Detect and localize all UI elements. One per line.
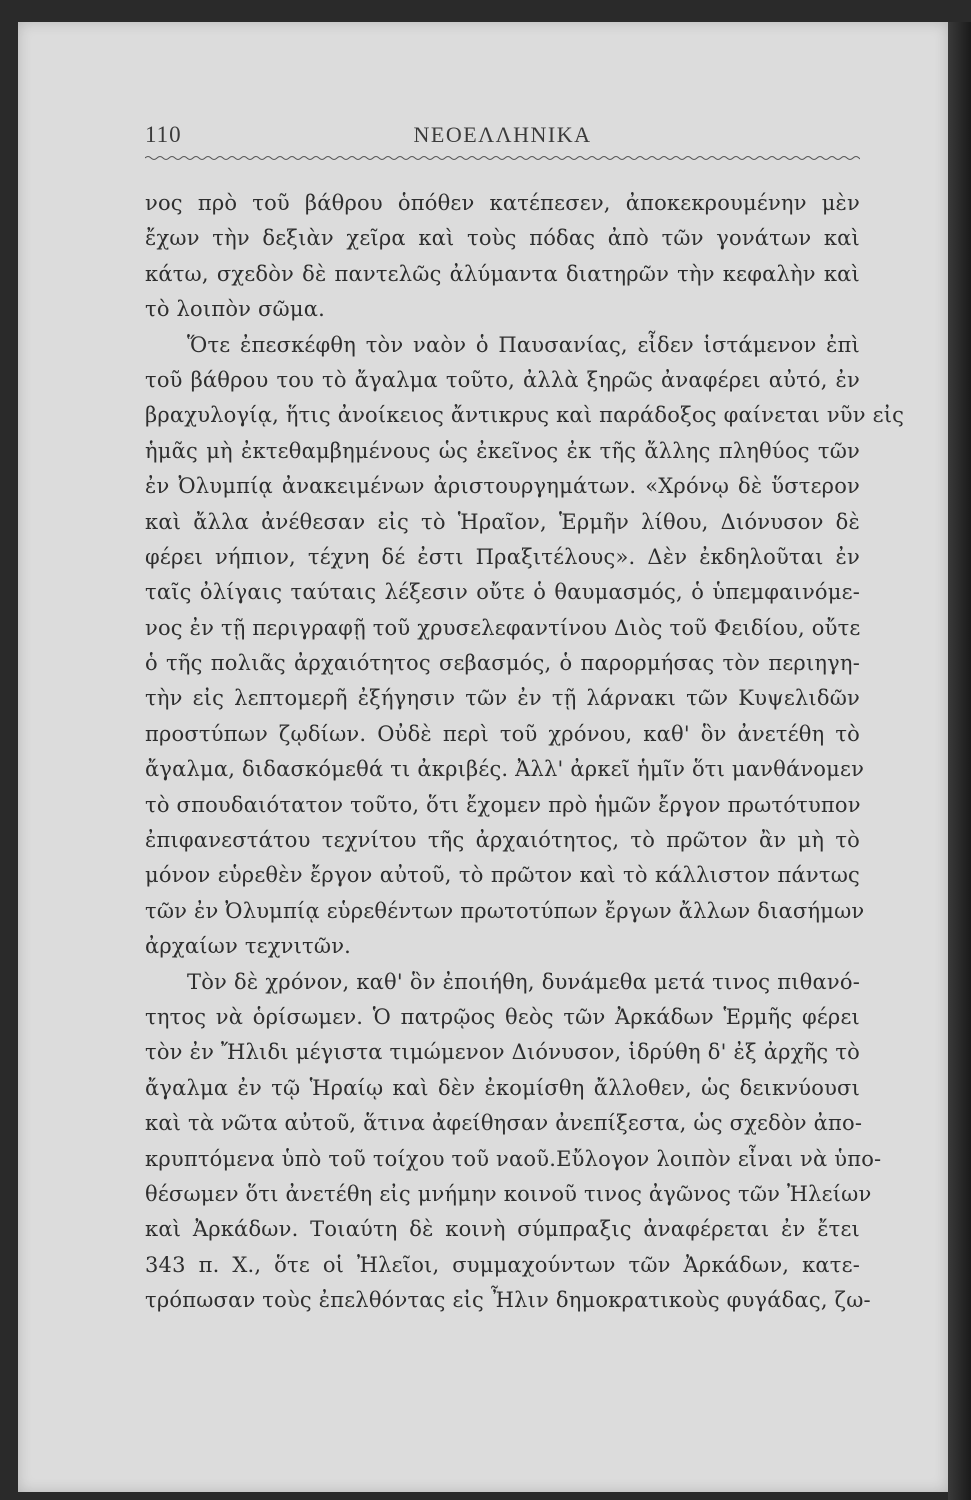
text-line: ἐν Ὀλυμπίᾳ ἀνακειμένων ἀριστουργημάτων. «Χρόνῳ δὲ ὕστερον xyxy=(145,474,860,499)
text-line: κάτω, σχεδὸν δὲ παντελῶς ἀλύμαντα διατηρῶν τὴν κεφαλὴν καὶ xyxy=(145,261,860,286)
body-text xyxy=(145,186,905,1319)
text-line: τὸν ἐν Ἤλιδι μέγιστα τιμώμενον Διόνυσον, ἱδρύθη δ' ἐξ ἀρχῆς τὸ xyxy=(145,1040,860,1065)
text-line: καὶ Ἀρκάδων. Τοιαύτη δὲ κοινὴ σύμπραξις ἀναφέρεται ἐν ἔτει xyxy=(145,1217,860,1242)
text-line: Ὅτε ἐπεσκέφθη τὸν ναὸν ὁ Παυσανίας, εἶδεν ἱστάμενον ἐπὶ xyxy=(187,332,860,357)
text-line: ὁ τῆς πολιᾶς ἀρχαιότητος σεβασμός, ὁ παρορμήσας τὸν περιηγη- xyxy=(145,651,860,676)
text-line: ἔχων τὴν δεξιὰν χεῖρα καὶ τοὺς πόδας ἀπὸ τῶν γονάτων καὶ xyxy=(145,226,860,251)
text-line: μόνον εὑρεθὲν ἔργον αὐτοῦ, τὸ πρῶτον καὶ τὸ κάλλιστον πάντως xyxy=(145,863,860,888)
text-line: καὶ ἄλλα ἀνέθεσαν εἰς τὸ Ἡραῖον, Ἑρμῆν λίθου, Διόνυσον δὲ xyxy=(145,509,860,534)
text-line: νος πρὸ τοῦ βάθρου ὁπόθεν κατέπεσεν, ἀποκεκρουμένην μὲν xyxy=(145,191,860,215)
text-line: φέρει νήπιον, τέχνη δέ ἐστι Πραξιτέλους». Δὲν ἐκδηλοῦται ἐν xyxy=(145,544,860,569)
running-title: ΝΕΟΕΛΛΗΝΙΚΑ xyxy=(413,122,592,147)
text-line: κρυπτόμενα ὑπὸ τοῦ τοίχου τοῦ ναοῦ.Εὔλογον λοιπὸν εἶναι νὰ ὑπο- xyxy=(145,1146,882,1171)
text-line: ἡμᾶς μὴ ἐκτεθαμβημένους ὡς ἐκεῖνος ἐκ τῆς ἄλλης πληθύος τῶν xyxy=(145,438,860,463)
text-line: ταῖς ὀλίγαις ταύταις λέξεσιν οὔτε ὁ θαυμασμός, ὁ ὑπεμφαινόμε- xyxy=(145,580,860,605)
text-line: ἀρχαίων τεχνιτῶν. xyxy=(145,934,352,959)
text-line: 343 π. Χ., ὅτε οἱ Ἠλεῖοι, συμμαχούντων τῶν Ἀρκάδων, κατε- xyxy=(145,1252,860,1277)
text-line: τὴν εἰς λεπτομερῆ ἐξήγησιν τῶν ἐν τῇ λάρνακι τῶν Κυψελιδῶν xyxy=(145,686,860,711)
text-line: ἄγαλμα, διδασκόμεθά τι ἀκριβές. Ἀλλ' ἀρκεῖ ἡμῖν ὅτι μανθάνομεν xyxy=(145,757,865,782)
text-line: Τὸν δὲ χρόνον, καθ' ὃν ἐποιήθη, δυνάμεθα μετά τινος πιθανό- xyxy=(187,969,860,994)
text-line: τὸ σπουδαιότατον τοῦτο, ὅτι ἔχομεν πρὸ ἡμῶν ἔργον πρωτότυπον xyxy=(145,792,861,817)
text-line: τὸ λοιπὸν σῶμα. xyxy=(145,297,325,322)
text-line: τρόπωσαν τοὺς ἐπελθόντας εἰς Ἦλιν δημοκρατικοὺς φυγάδας, ζω- xyxy=(145,1288,871,1313)
page-header xyxy=(145,122,860,156)
page-edge xyxy=(948,22,971,1500)
text-line: καὶ τὰ νῶτα αὐτοῦ, ἅτινα ἀφείθησαν ἀνεπίξεστα, ὡς σχεδὸν ἀπο- xyxy=(145,1111,863,1136)
text-line: νος ἐν τῇ περιγραφῇ τοῦ χρυσελεφαντίνου Διὸς τοῦ Φειδίου, οὔτε xyxy=(145,615,861,640)
text-line: ἐπιφανεστάτου τεχνίτου τῆς ἀρχαιότητος, τὸ πρῶτον ἂν μὴ τὸ xyxy=(145,828,860,853)
text-line: τοῦ βάθρου του τὸ ἄγαλμα τοῦτο, ἀλλὰ ξηρῶς ἀναφέρει αὐτό, ἐν xyxy=(145,367,860,392)
text-line: θέσωμεν ὅτι ἀνετέθη εἰς μνήμην κοινοῦ τινος ἀγῶνος τῶν Ἠλείων xyxy=(145,1181,872,1206)
header-wavy-rule xyxy=(145,154,860,162)
text-line: τητος νὰ ὁρίσωμεν. Ὁ πατρῷος θεὸς τῶν Ἀρκάδων Ἑρμῆς φέρει xyxy=(145,1004,860,1029)
text-line: τῶν ἐν Ὀλυμπίᾳ εὑρεθέντων πρωτοτύπων ἔργων ἄλλων διασήμων xyxy=(145,898,865,923)
text-line: βραχυλογίᾳ, ἥτις ἀνοίκειος ἄντικρυς καὶ παράδοξος φαίνεται νῦν εἰς xyxy=(145,403,905,428)
page-number: 110 xyxy=(145,122,182,147)
text-line: προστύπων ζῳδίων. Οὐδὲ περὶ τοῦ χρόνου, καθ' ὃν ἀνετέθη τὸ xyxy=(145,721,860,746)
text-line: ἄγαλμα ἐν τῷ Ἡραίῳ καὶ δὲν ἐκομίσθη ἄλλοθεν, ὡς δεικνύουσι xyxy=(145,1075,860,1100)
